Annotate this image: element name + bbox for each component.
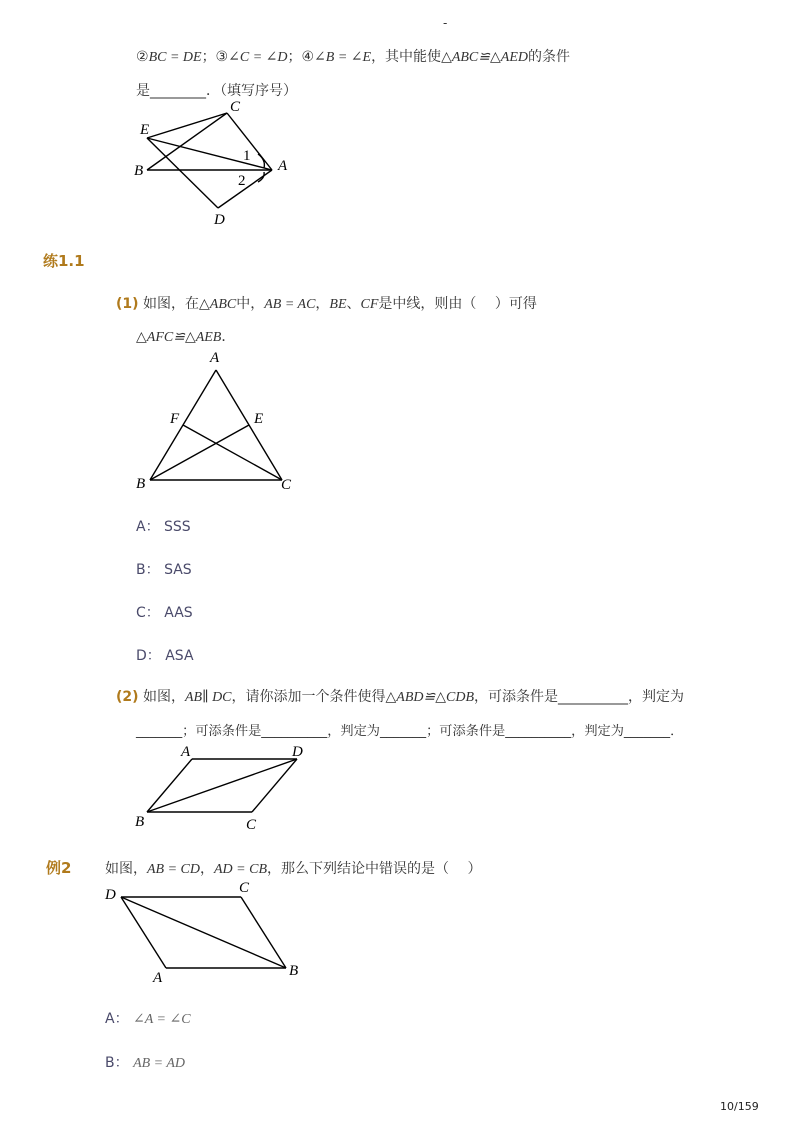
option-b[interactable] — [105, 1052, 185, 1072]
option-key: D： — [136, 648, 161, 664]
median-be — [150, 425, 249, 480]
text-segment: 中， — [236, 296, 265, 312]
question-number: (1) — [116, 296, 139, 312]
vertex-label-e: E — [254, 411, 264, 427]
option-c[interactable] — [136, 602, 193, 622]
vertex-label-e: E — [140, 122, 150, 138]
math-segment: △ABC — [199, 297, 237, 312]
text-segment: 如图， — [143, 689, 185, 705]
figure-parallelogram-2 — [100, 878, 310, 988]
option-key: A： — [105, 1011, 129, 1027]
math-segment: AD = CB — [214, 862, 267, 877]
question-number: (2) — [116, 689, 139, 705]
text-segment: 如图，在 — [143, 296, 199, 312]
line-ed — [147, 138, 218, 208]
text-segment: ，可添条件是__________，判定为 — [474, 689, 685, 705]
line-ea — [147, 138, 272, 170]
option-a[interactable] — [136, 516, 191, 536]
text-segment: ，那么下列结论中错误的是（ ） — [267, 861, 482, 877]
math-segment: △ABD≌△CDB — [385, 690, 475, 705]
text-segment: 是 — [136, 83, 150, 99]
side-da — [121, 897, 166, 968]
option-value: AB = AD — [133, 1056, 186, 1071]
text-segment: ，请你添加一个条件使得 — [231, 689, 386, 705]
math-segment: CF — [360, 297, 379, 312]
option-value: SSS — [164, 519, 191, 535]
question-1 — [116, 293, 537, 313]
option-key: B： — [105, 1055, 129, 1071]
angle-label-2: 2 — [238, 173, 246, 189]
angle-arc-1 — [258, 154, 264, 168]
text-segment: 如图， — [105, 861, 147, 877]
figure-isosceles-triangle — [130, 346, 310, 496]
question-2-line-2: _______；可添条件是__________，判定为_______；可添条件是__________，判定为_______． — [136, 724, 684, 739]
vertex-label-b: B — [136, 476, 146, 492]
option-value: ∠A = ∠C — [133, 1012, 191, 1027]
option-value: SAS — [164, 562, 192, 578]
math-segment: ∠C = ∠D — [228, 50, 288, 65]
angle-label-1: 1 — [243, 148, 251, 164]
text-segment: 的条件 — [527, 49, 570, 65]
option-key: C： — [136, 605, 160, 621]
vertex-label-c: C — [281, 477, 292, 493]
vertex-label-c: C — [246, 817, 257, 833]
vertex-label-c: C — [230, 99, 241, 115]
top-mark: - — [443, 16, 448, 30]
vertex-label-a: A — [210, 350, 220, 366]
math-segment: BC = DE — [148, 50, 202, 65]
question-answer-line — [136, 80, 297, 100]
math-segment: BE — [329, 297, 347, 312]
text-segment: ② — [136, 49, 149, 65]
question-1-line-2 — [136, 326, 235, 346]
vertex-label-a: A — [181, 744, 191, 760]
option-b[interactable] — [136, 559, 192, 579]
math-segment: AB∥ DC — [185, 690, 232, 705]
vertex-label-b: B — [135, 814, 145, 830]
math-segment: △AFC≌△AEB — [136, 330, 222, 345]
option-value: ASA — [165, 648, 194, 664]
answer-blank: ________ — [150, 83, 206, 99]
math-segment: △ABC≌△AED — [441, 50, 528, 65]
line-ec — [147, 113, 227, 138]
option-key: B： — [136, 562, 160, 578]
example-label: 例2 — [46, 859, 72, 877]
vertex-label-b: B — [134, 163, 144, 179]
math-segment: AB = CD — [147, 862, 200, 877]
vertex-label-a: A — [153, 970, 163, 986]
figure-parallelogram-1 — [130, 740, 320, 835]
question-continuation-line — [136, 46, 570, 66]
text-segment: 是中线，则由（ ）可得 — [378, 296, 537, 312]
text-segment: ；③ — [201, 49, 229, 65]
text-segment: ；④ — [287, 49, 315, 65]
vertex-label-d: D — [292, 744, 303, 760]
math-segment: ∠B = ∠E — [314, 50, 372, 65]
text-segment: ， — [315, 296, 330, 312]
question-2 — [116, 686, 684, 706]
option-d[interactable] — [136, 645, 194, 665]
vertex-label-b: B — [289, 963, 299, 979]
text-segment: 、 — [346, 296, 361, 312]
vertex-label-d: D — [214, 212, 225, 228]
page-number: 10/159 — [720, 1100, 759, 1113]
math-segment: AB = AC — [264, 297, 316, 312]
text-segment: ，其中能使 — [371, 49, 442, 65]
diagonal-db — [121, 897, 286, 968]
exercise-label: 练1.1 — [43, 252, 85, 270]
example-question — [105, 858, 481, 878]
text-segment: ． — [221, 329, 236, 345]
option-key: A： — [136, 519, 160, 535]
option-a[interactable] — [105, 1008, 191, 1028]
text-segment: ， — [200, 861, 214, 877]
median-cf — [183, 425, 282, 480]
figure-triangles-1 — [130, 98, 300, 228]
vertex-label-a: A — [278, 158, 288, 174]
vertex-label-d: D — [105, 887, 116, 903]
option-value: AAS — [164, 605, 193, 621]
text-segment: ．（填写序号） — [206, 83, 297, 99]
vertex-label-c: C — [239, 880, 250, 896]
side-cb — [241, 897, 286, 968]
vertex-label-f: F — [170, 411, 180, 427]
